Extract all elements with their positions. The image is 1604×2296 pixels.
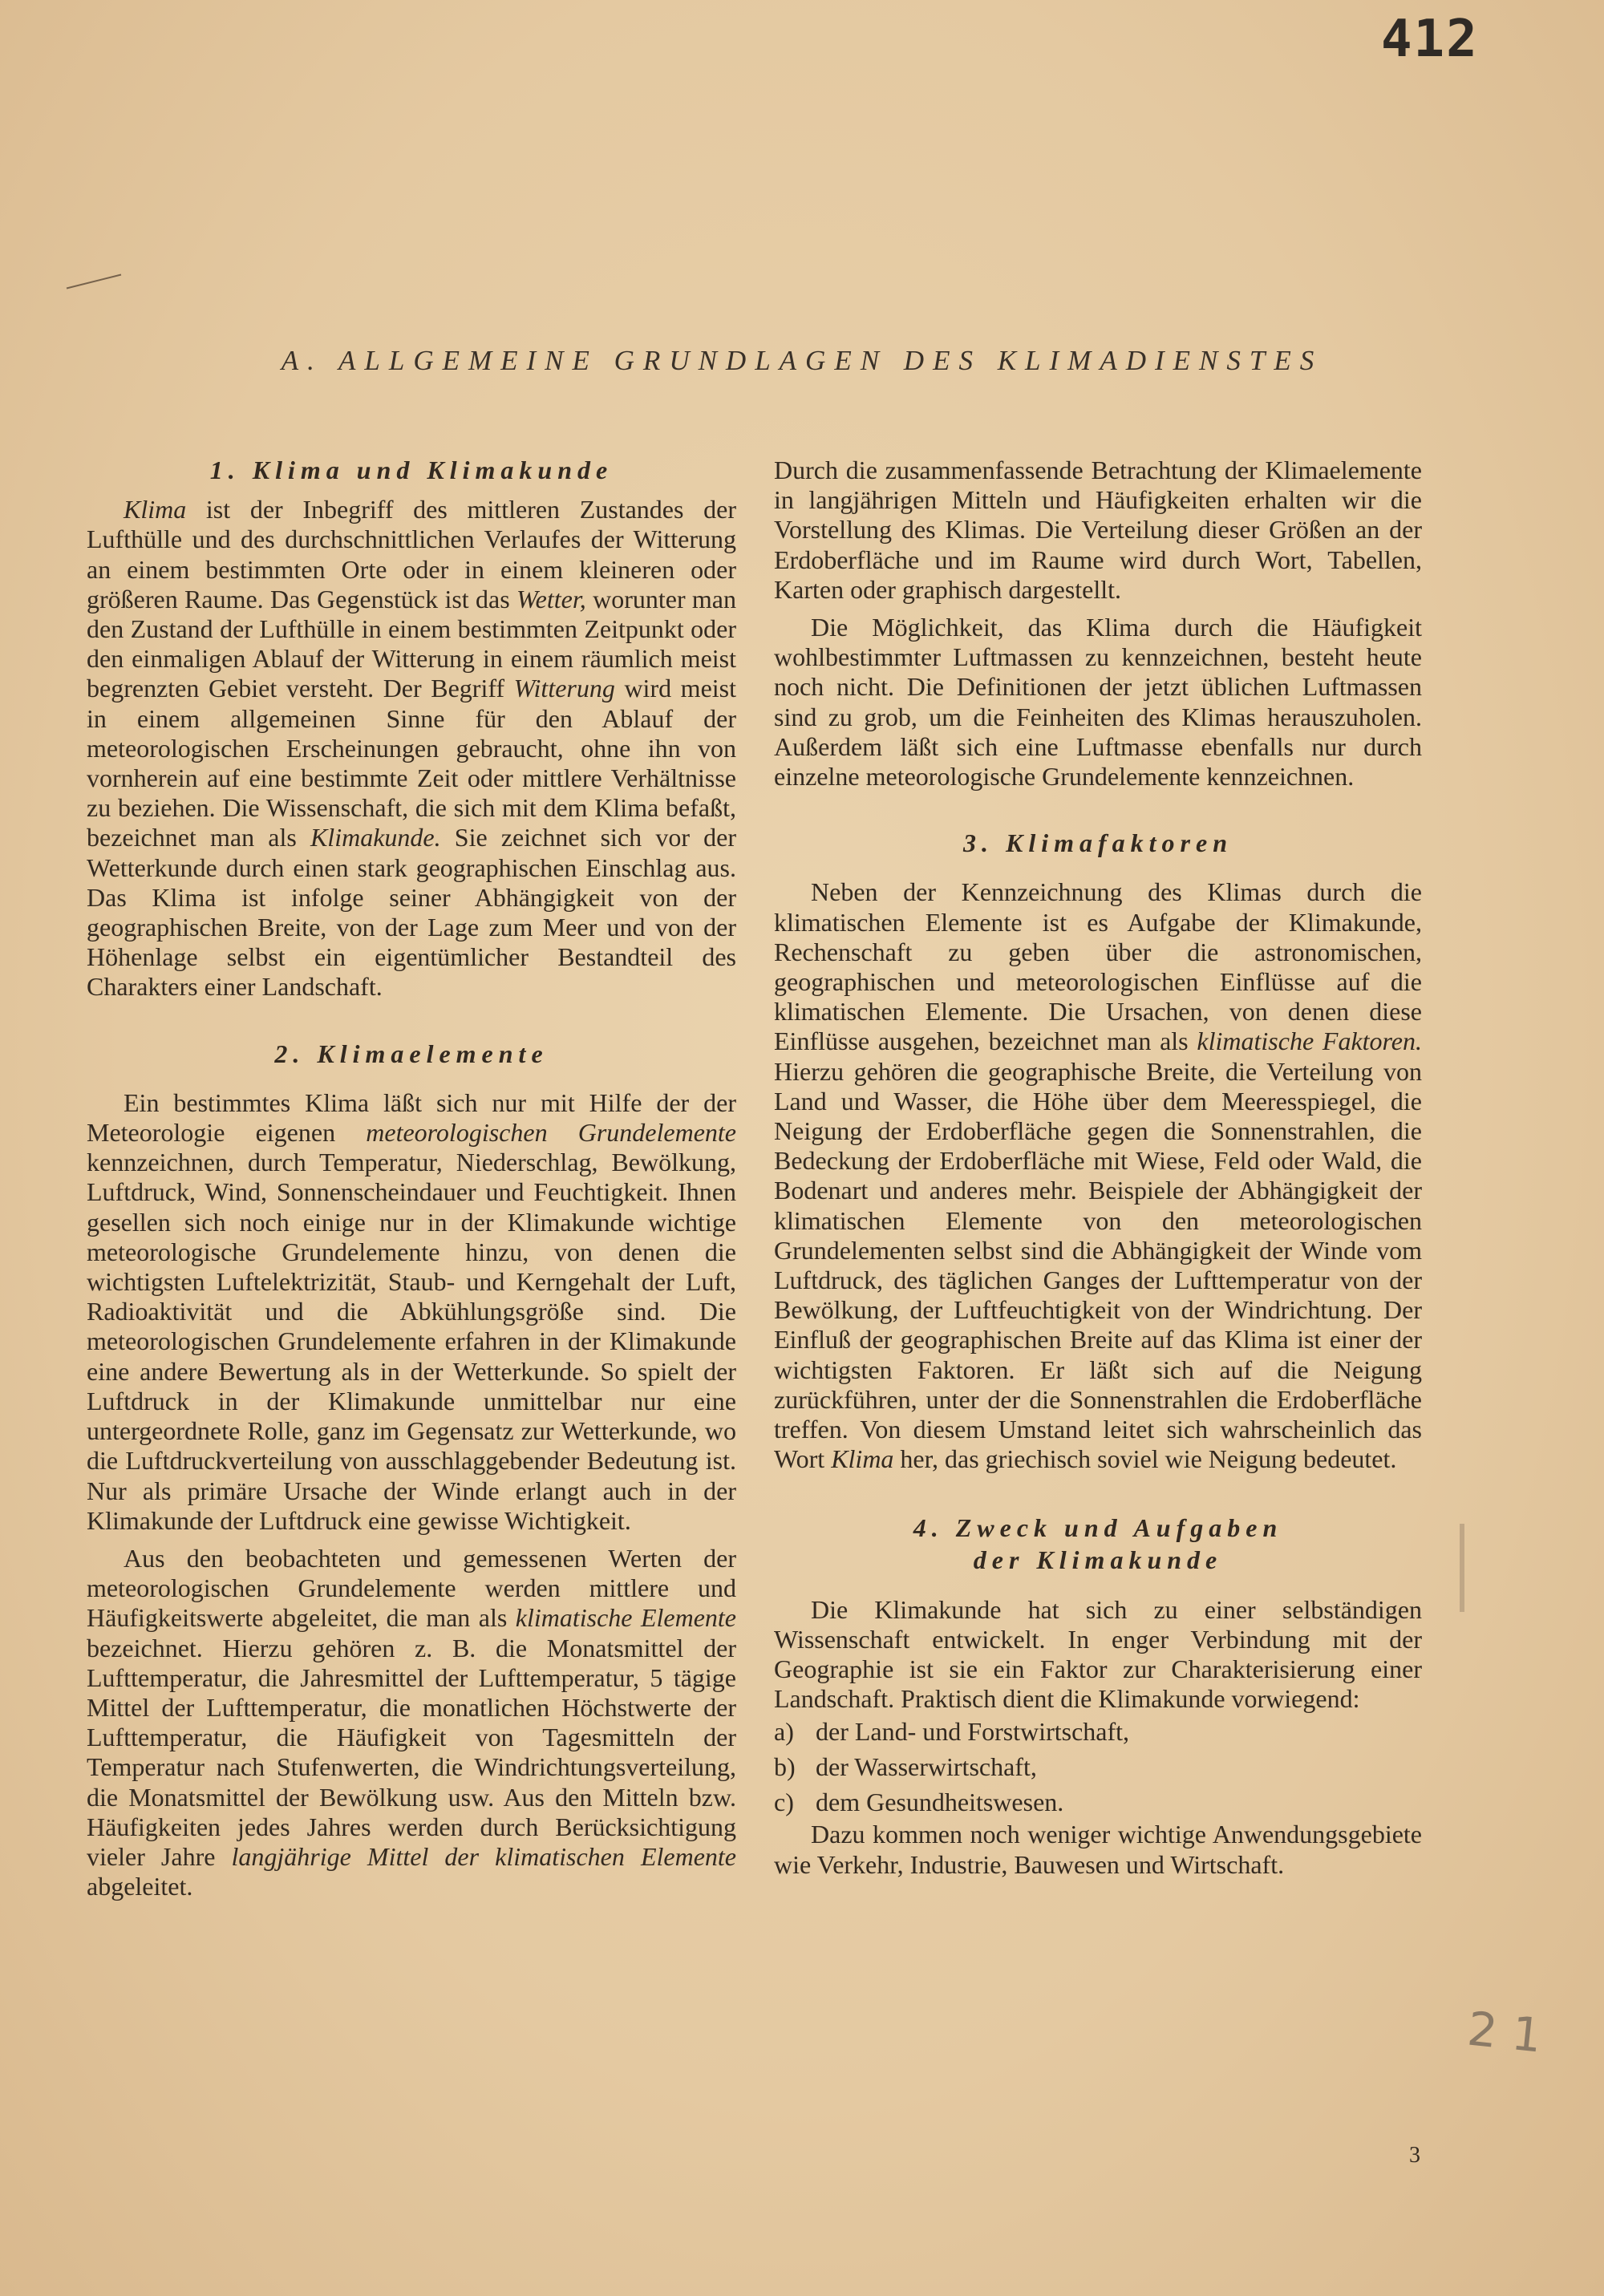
section-title-klimafaktoren: 3. Klimafaktoren <box>962 828 1233 858</box>
application-list <box>774 1714 1422 1820</box>
stamped-page-number: 412 <box>1381 10 1479 69</box>
list-item: c) dem Gesundheitswesen. <box>774 1788 1064 1817</box>
paragraph-anwendungsgebiete: Dazu kommen noch weniger wichtige Anwendungsgebiete wie Verkehr, Industrie, Bauwesen und Wirtschaft. <box>774 1820 1422 1879</box>
list-item: a) der Land- und Forstwirtschaft, <box>774 1717 1130 1747</box>
list-item: b) der Wasserwirtschaft, <box>774 1752 1037 1782</box>
left-column <box>87 456 736 1901</box>
right-column <box>774 456 1422 1880</box>
handwritten-margin-note: 2 1 <box>1464 2001 1545 2063</box>
section-title-klima-und-klimakunde: 1. Klima und Klimakunde <box>209 456 614 484</box>
paragraph-klimatische-elemente: Aus den beobachteten und gemessenen Werten der meteorologischen Grundelemente werden mittlere und Häufigkeitswerte abgeleitet, die man als klimatische Elemente bezeichnet. Hierzu gehören z. B. die Monatsmittel der Lufttemperatur, die Jahresmittel der Lufttemperatur, 5 tägige Mittel der Lufttemperatur, die monatlichen Höchstwerte der Lufttemperatur, die Häufigkeit von Tagesmitteln der Temperatur nach Stufenwerten, die Windrichtungsverteilung, die Monatsmittel der Bewölkung usw. Aus den Mitteln bzw. Häufigkeiten jedes Jahres werden durch Berücksichtigung vieler Jahre langjährige Mittel der klimatischen Elemente abgeleitet. <box>87 1543 737 1901</box>
paragraph-zweck: Die Klimakunde hat sich zu einer selbständigen Wissenschaft entwickelt. In enger Verbindung mit der Geographie ist sie ein Faktor zur Charakterisierung einer Landschaft. Praktisch dient die Klimakunde vorwiegend: <box>774 1594 1422 1714</box>
main-heading: A. ALLGEMEINE GRUNDLAGEN DES KLIMADIENSTES <box>281 345 1323 376</box>
margin-mark <box>1460 1524 1464 1612</box>
paragraph-zusammenfassende-betrachtung: Durch die zusammenfassende Betrachtung der Klimaelemente in langjährigen Mitteln und Häufigkeiten erhalten wir die Vorstellung des Klimas. Die Verteilung dieser Größen an der Erdoberfläche und im Raume wird durch Wort, Tabellen, Karten oder graphisch dargestellt. <box>774 456 1422 604</box>
paragraph-luftmassen: Die Möglichkeit, das Klima durch die Häufigkeit wohlbestimmter Luftmassen zu kennzeichnen, besteht heute noch nicht. Die Definitionen der jetzt üblichen Luftmassen sind zu grob, um die Feinheiten des Klimas herauszuholen. Außerdem läßt sich eine Luftmasse ebenfalls nur durch einzelne meteorologische Grundelemente kennzeichnen. <box>774 613 1422 792</box>
paragraph-grundelemente: Ein bestimmtes Klima läßt sich nur mit Hilfe der der Meteorologie eigenen meteorologischen Grundelemente kennzeichnen, durch Temperatur, Niederschlag, Bewölkung, Luftdruck, Wind, Sonnenscheindauer und Feuchtigkeit. Ihnen gesellen sich noch einige nur in der Klimakunde wichtige meteorologische Grundelemente hinzu, von denen die wichtigsten Luftelektrizität, Staub- und Kerngehalt der Luft, Radioaktivität und die Abkühlungsgröße sind. Die meteorologischen Grundelemente erfahren in der Klimakunde eine andere Bewertung als in der Wetterkunde. So spielt der Luftdruck in der Klimakunde unmittelbar nur eine untergeordnete Rolle, ganz im Gegensatz zur Wetterkunde, wo die Luftdruckverteilung von ausschlaggebender Bedeutung ist. Nur als primäre Ursache der Winde erlangt auch in der Klimakunde der Luftdruck eine gewisse Wichtigkeit. <box>87 1087 737 1535</box>
section-title-zweck-und-aufgaben: 4. Zweck und Aufgaben der Klimakunde <box>913 1512 1283 1574</box>
footer-page-number: 3 <box>1409 2143 1420 2168</box>
pen-scratch-mark <box>67 274 121 290</box>
section-title-klimaelemente: 2. Klimaelemente <box>274 1039 549 1068</box>
paragraph-klimafaktoren: Neben der Kennzeichnung des Klimas durch die klimatischen Elemente ist es Aufgabe der Klimakunde, Rechenschaft zu geben über die astronomischen, geographischen und meteorologischen Einflüsse auf die klimatischen Elemente. Die Ursachen, von denen diese Einflüsse ausgehen, bezeichnet man als klimatische Faktoren. Hierzu gehören die geographische Breite, die Verteilung von Land und Wasser, die Höhe über dem Meeresspiegel, die Neigung der Erdoberfläche gegen die Sonnenstrahlen, die Bedeckung der Erdoberfläche mit Wiese, Feld oder Wald, die Bodenart und anderes mehr. Beispiele der Abhängigkeit der klimatischen Elemente von den meteorologischen Grundelementen selbst sind die Abhängigkeit der Winde vom Luftdruck, des täglichen Ganges der Lufttemperatur von der Bewölkung, der Luftfeuchtigkeit von der Windrichtung. Der Einfluß der geographischen Breite auf das Klima ist einer der wichtigsten Faktoren. Er läßt sich auf die Neigung zurückführen, unter der die Sonnenstrahlen die Erdoberfläche treffen. Von diesem Umstand leitet sich wahrscheinlich das Wort Klima her, das griechisch soviel wie Neigung bedeutet. <box>774 877 1423 1474</box>
paragraph-klima-definition: Klima ist der Inbegriff des mittleren Zustandes der Lufthülle und des durchschnittlichen Verlaufes der Witterung an einem bestimmten Orte oder in einem kleineren oder größeren Raume. Das Gegenstück ist das Wetter, worunter man den Zustand der Lufthülle in einem bestimmten Zeitpunkt oder den einmaligen Ablauf der Witterung in einem räumlich meist begrenzten Gebiet versteht. Der Begriff Witterung wird meist in einem allgemeinen Sinne für den Ablauf der meteorologischen Erscheinungen gebraucht, ohne ihn von vornherein auf eine bestimmte Zeit oder mittlere Verhältnisse zu beziehen. Die Wissenschaft, die sich mit dem Klima befaßt, bezeichnet man als Klimakunde. Sie zeichnet sich vor der Wetterkunde durch einen stark geographischen Einschlag aus. Das Klima ist infolge seiner Abhängigkeit von der geographischen Breite, von der Lage zum Meer und von der Höhenlage selbst ein eigentümlicher Bestandteil des Charakters einer Landschaft. <box>87 495 736 1002</box>
